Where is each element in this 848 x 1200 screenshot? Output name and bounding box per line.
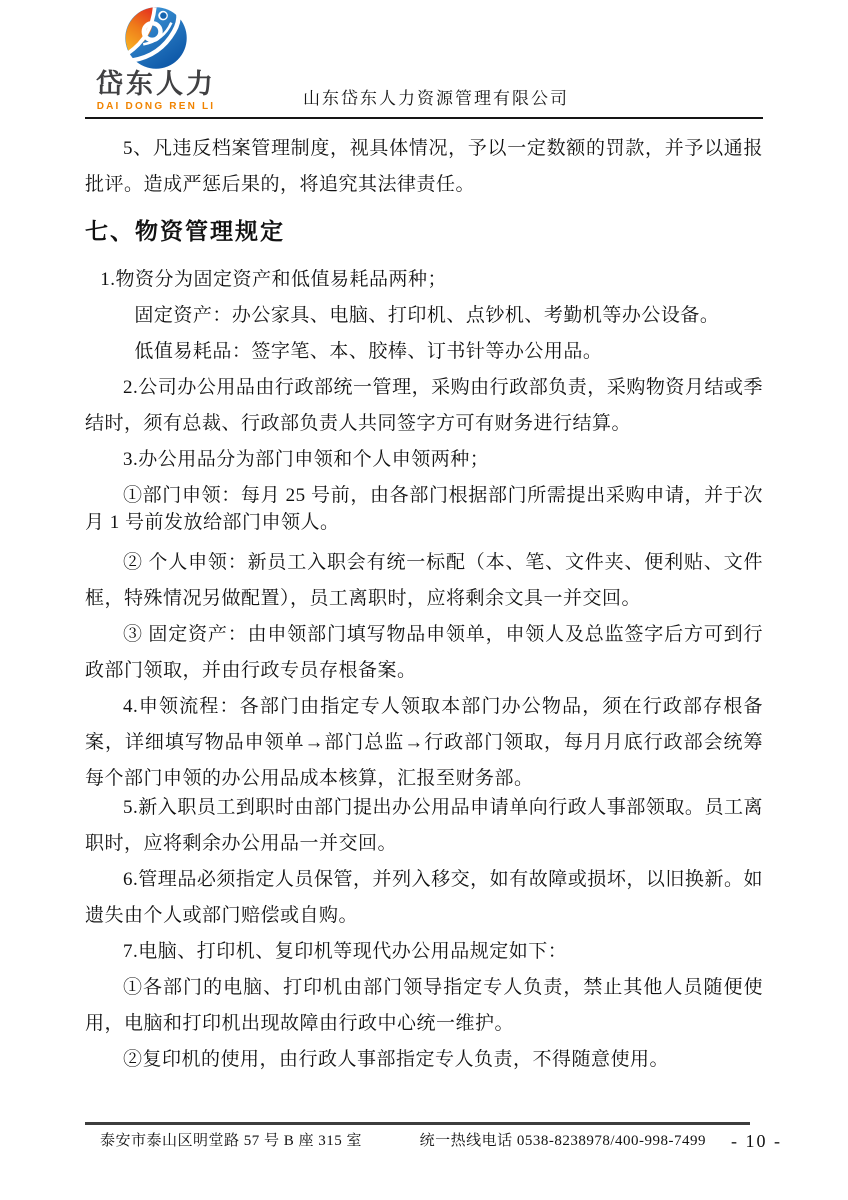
daidong-renli-logo-icon (124, 6, 188, 70)
page-number: - 10 - (731, 1131, 782, 1151)
brand-name-cn: 岱东人力 (96, 69, 216, 99)
document-paragraph: 5、凡违反档案管理制度，视具体情况，予以一定数额的罚款，并予以通报批评。造成严惩后果的，将追究其法律责任。 (85, 138, 763, 195)
document-paragraph: 7.电脑、打印机、复印机等现代办公用品规定如下： (123, 941, 568, 962)
document-paragraph: 3.办公用品分为部门申领和个人申领两种； (123, 449, 490, 470)
document-paragraph: 1.物资分为固定资产和低值易耗品两种； (100, 269, 447, 290)
company-logo (96, 6, 216, 112)
document-paragraph: ①各部门的电脑、打印机由部门领导指定专人负责，禁止其他人员随便使用，电脑和打印机出现故障由行政中心统一维护。 (85, 977, 763, 1034)
document-paragraph: ②复印机的使用，由行政人事部指定专人负责，不得随意使用。 (123, 1049, 670, 1070)
brand-name-en: DAI DONG REN LI (96, 101, 216, 113)
document-paragraph: 低值易耗品：签字笔、本、胶棒、订书针等办公用品。 (134, 341, 603, 362)
footer-address: 泰安市泰山区明堂路 57 号 B 座 315 室 (100, 1133, 363, 1149)
footer-divider (85, 1122, 750, 1125)
document-paragraph: 6.管理品必须指定人员保管，并列入移交，如有故障或损坏，以旧换新。如遗失由个人或部门赔偿或自购。 (85, 869, 763, 926)
header-divider (85, 117, 763, 119)
document-paragraph: 4.申领流程：各部门由指定专人领取本部门办公物品，须在行政部存根备案，详细填写物品申领单→部门总监→行政部门领取，每月月底行政部会统筹每个部门申领的办公用品成本核算，汇报至财务部。 (85, 696, 763, 789)
document-paragraph: 5.新入职员工到职时由部门提出办公用品申请单向行政人事部领取。员工离职时，应将剩余办公用品一并交回。 (85, 797, 763, 854)
document-paragraph: ② 个人申领：新员工入职会有统一标配（本、笔、文件夹、便利贴、文件框，特殊情况另做配置），员工离职时，应将剩余文具一并交回。 (85, 552, 763, 609)
document-paragraph: 固定资产：办公家具、电脑、打印机、点钞机、考勤机等办公设备。 (134, 305, 720, 326)
document-body (85, 131, 763, 1078)
section-title: 七、物资管理规定 (85, 219, 285, 244)
document-paragraph: ③ 固定资产：由申领部门填写物品申领单，申领人及总监签字后方可到行政部门领取，并由行政专员存根备案。 (85, 624, 763, 681)
company-name: 山东岱东人力资源管理有限公司 (303, 89, 569, 108)
document-paragraph: ①部门申领：每月 25 号前，由各部门根据部门所需提出采购申请，并于次月 1 号前发放给部门申领人。 (85, 485, 763, 533)
footer-hotline: 统一热线电话 0538-8238978/400-998-7499 (419, 1133, 706, 1149)
document-paragraph: 2.公司办公用品由行政部统一管理，采购由行政部负责，采购物资月结或季结时，须有总裁、行政部负责人共同签字方可有财务进行结算。 (85, 377, 763, 434)
